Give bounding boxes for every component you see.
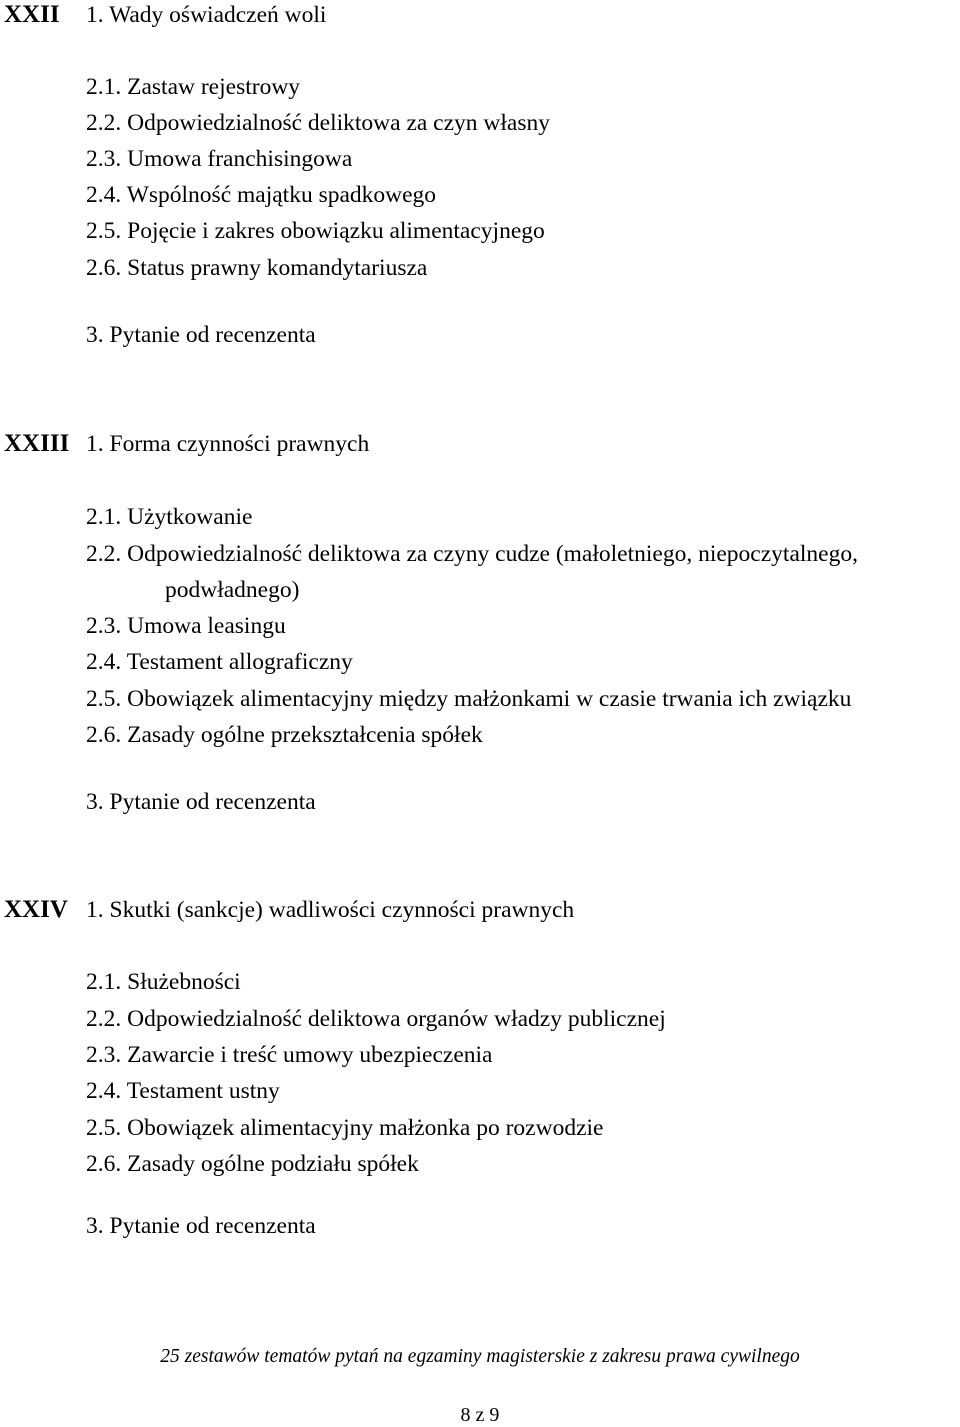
question-2-item: 2.4. Testament allograficzny — [86, 649, 353, 675]
page-number: 8 z 9 — [460, 1404, 500, 1426]
question-2-item: 2.3. Umowa franchisingowa — [86, 146, 353, 172]
question-2-item: 2.6. Status prawny komandytariusza — [86, 255, 428, 281]
question-3: 3. Pytanie od recenzenta — [86, 322, 316, 348]
question-2-item: 2.6. Zasady ogólne przekształcenia spółek — [86, 722, 483, 748]
question-2-item: 2.1. Użytkowanie — [86, 504, 253, 530]
question-2-item: 2.3. Zawarcie i treść umowy ubezpieczenia — [86, 1042, 493, 1068]
question-2-item: 2.1. Służebności — [86, 969, 241, 995]
question-2-item: 2.5. Obowiązek alimentacyjny małżonka po rozwodzie — [86, 1115, 604, 1141]
question-2-item: 2.1. Zastaw rejestrowy — [86, 74, 301, 100]
question-2-item: 2.3. Umowa leasingu — [86, 613, 286, 639]
question-2-item: 2.5. Pojęcie i zakres obowiązku alimentacyjnego — [86, 218, 545, 244]
question-1: 1. Forma czynności prawnych — [86, 431, 370, 457]
question-2-item: 2.2. Odpowiedzialność deliktowa organów władzy publicznej — [86, 1006, 666, 1032]
set-number: XXIV — [4, 896, 68, 923]
question-1: 1. Wady oświadczeń woli — [86, 2, 327, 28]
question-2-item: 2.4. Wspólność majątku spadkowego — [86, 182, 437, 208]
question-3: 3. Pytanie od recenzenta — [86, 1213, 316, 1239]
question-2-item: 2.6. Zasady ogólne podziału spółek — [86, 1151, 419, 1177]
question-2-item-continuation: podwładnego) — [165, 577, 300, 603]
question-2-item: 2.4. Testament ustny — [86, 1078, 280, 1104]
set-number: XXII — [4, 1, 60, 28]
question-3: 3. Pytanie od recenzenta — [86, 789, 316, 815]
question-2-item: 2.2. Odpowiedzialność deliktowa za czyn własny — [86, 110, 550, 136]
question-1: 1. Skutki (sankcje) wadliwości czynności prawnych — [86, 897, 575, 923]
question-2-item: 2.5. Obowiązek alimentacyjny między małżonkami w czasie trwania ich związku — [86, 686, 852, 712]
set-number: XXIII — [4, 430, 70, 457]
footer-title: 25 zestawów tematów pytań na egzaminy magisterskie z zakresu prawa cywilnego — [160, 1346, 800, 1367]
question-2-item: 2.2. Odpowiedzialność deliktowa za czyny cudze (małoletniego, niepoczytalnego, — [86, 541, 858, 567]
